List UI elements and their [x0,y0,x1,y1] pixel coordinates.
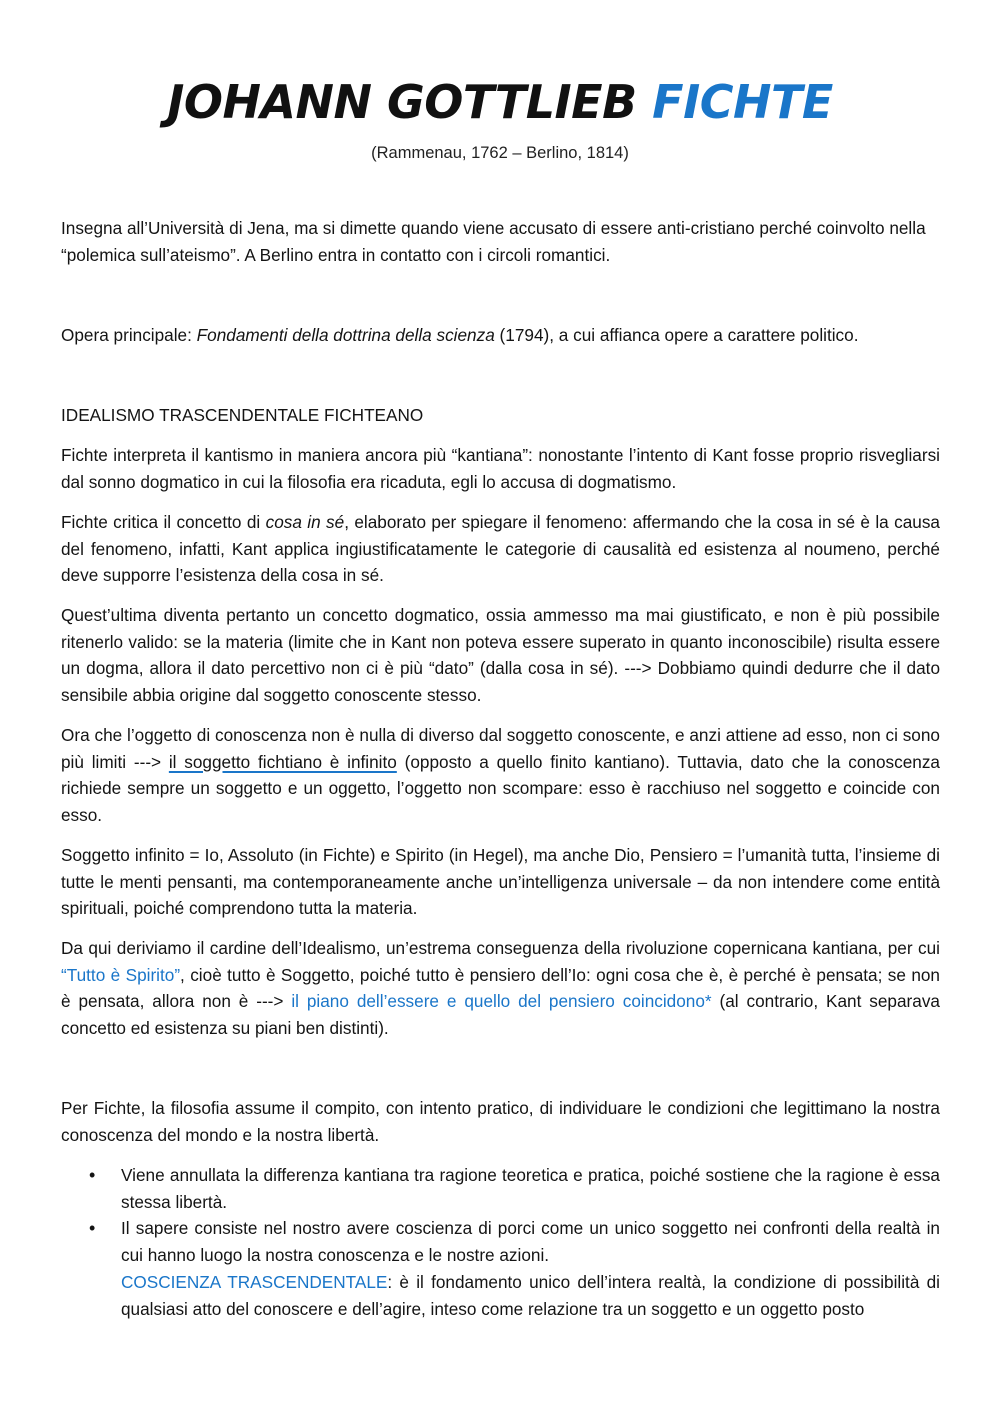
title-main: JOHANN GOTTLIEB [167,75,637,129]
p2-text-a: Fichte critica il concetto di [61,512,266,532]
intro-paragraph: Insegna all’Università di Jena, ma si dimette quando viene accusato di essere anti-cristiano perché coinvolto nella “polemica sull’ateismo”. A Berlino entra in contatto con i circoli romantici. [61,218,926,265]
p6-text-b: , cioè tutto è Soggetto, poiché tutto è pensiero dell’Io: ogni cosa che è, è perché è pensata; se non è pensata, allora non è ---> [61,964,940,1012]
list-item [61,1215,940,1322]
bullet-icon: • [89,1165,96,1185]
transcendental-consciousness-term: COSCIENZA TRASCENDENTALE [121,1271,388,1292]
p6-text-a: Da qui deriviamo il cardine dell’Idealismo, un’estrema conseguenza della rivoluzione copernicana kantiana, per cui [61,938,940,958]
p2-emphasis: cosa in sé [265,512,345,532]
main-work-title: Fondamenti della dottrina della scienza [196,325,495,345]
p4-text-b: (opposto a quello finito kantiano). Tuttavia, dato che la conoscenza richiede sempre un soggetto e un oggetto, l’oggetto non scompare: esso è racchiuso nel soggetto e coincide con esso. [61,751,940,826]
page-title [0,72,1000,132]
bullet-icon: • [89,1218,96,1239]
title-accent: FICHTE [652,75,833,129]
section-heading: IDEALISMO TRASCENDENTALE FICHTEANO [61,405,424,425]
paragraph-philosophy-task: Per Fichte, la filosofia assume il compito, con intento pratico, di individuare le condizioni che legittimano la nostra conoscenza del mondo e la nostra libertà. [61,1098,940,1145]
p2-text-b: , elaborato per spiegare il fenomeno: affermando che la cosa in sé è la causa del fenomeno, infatti, Kant applica ingiustificatamente le categorie di causalità ed esistenza al noumeno, perché deve supporre l’esistenza della cosa in sé. [61,512,940,586]
transcendental-consciousness-definition: : è il fondamento unico dell’intera realtà, la condizione di possibilità di qualsiasi atto del conoscere e dell’agire, inteso come relazione tra un soggetto e un oggetto posto [121,1271,940,1319]
paragraph-infinite-subject [61,722,940,829]
paragraph-thing-in-itself [61,509,940,589]
p6-highlight-being-thought: il piano dell’essere e quello del pensiero coincidono* [291,991,712,1012]
p6-highlight-spirit: “Tutto è Spirito” [61,964,181,985]
p4-underlined: il soggetto fichtiano è infinito [168,751,397,772]
main-work-prefix: Opera principale: [61,325,197,345]
list-item-text: Viene annullata la differenza kantiana tra ragione teoretica e pratica, poiché sostiene che la ragione è essa stessa libertà. [121,1165,940,1212]
list-item [61,1162,940,1215]
paragraph-kantism: Fichte interpreta il kantismo in maniera ancora più “kantiana”: nonostante l’intento di Kant fosse proprio risvegliarsi dal sonno dogmatico in cui la filosofia era ricaduta, egli lo accusa di dogmatismo. [61,445,940,492]
page-subtitle: (Rammenau, 1762 – Berlino, 1814) [371,144,629,162]
paragraph-dogma: Quest’ultima diventa pertanto un concetto dogmatico, ossia ammesso ma mai giustificato, e non è più possibile ritenerlo valido: se la materia (limite che in Kant non poteva essere superato in quanto inconoscibile) risulta essere un dogma, allora il dato percettivo non ci è più “dato” (dalla cosa in sé). ---> Dobbiamo quindi dedurre che il dato sensibile abbia origine dal soggetto conoscente stesso. [61,605,940,706]
paragraph-idealism [61,935,940,1042]
list-item-text: Il sapere consiste nel nostro avere coscienza di porci come un unico soggetto nei confronti della realtà in cui hanno luogo la nostra conoscenza e le nostre azioni. [121,1218,940,1266]
paragraph-subject-definition: Soggetto infinito = Io, Assoluto (in Fichte) e Spirito (in Hegel), ma anche Dio, Pensiero = l’umanità tutta, l’insieme di tutte le menti pensanti, ma contemporaneamente anche un’intelligenza universale – da non intendere come entità spirituali, poiché comprendono tutta la materia. [61,845,940,919]
p6-text-c: (al contrario, Kant separava concetto ed esistenza su piani ben distinti). [61,991,940,1039]
main-work-suffix: (1794), a cui affianca opere a carattere politico. [494,325,859,345]
main-work-paragraph [61,322,940,349]
bullet-list [61,1162,940,1322]
p4-text-a: Ora che l’oggetto di conoscenza non è nulla di diverso dal soggetto conoscente, e anzi attiene ad esso, non ci sono più limiti ---> [61,725,940,772]
